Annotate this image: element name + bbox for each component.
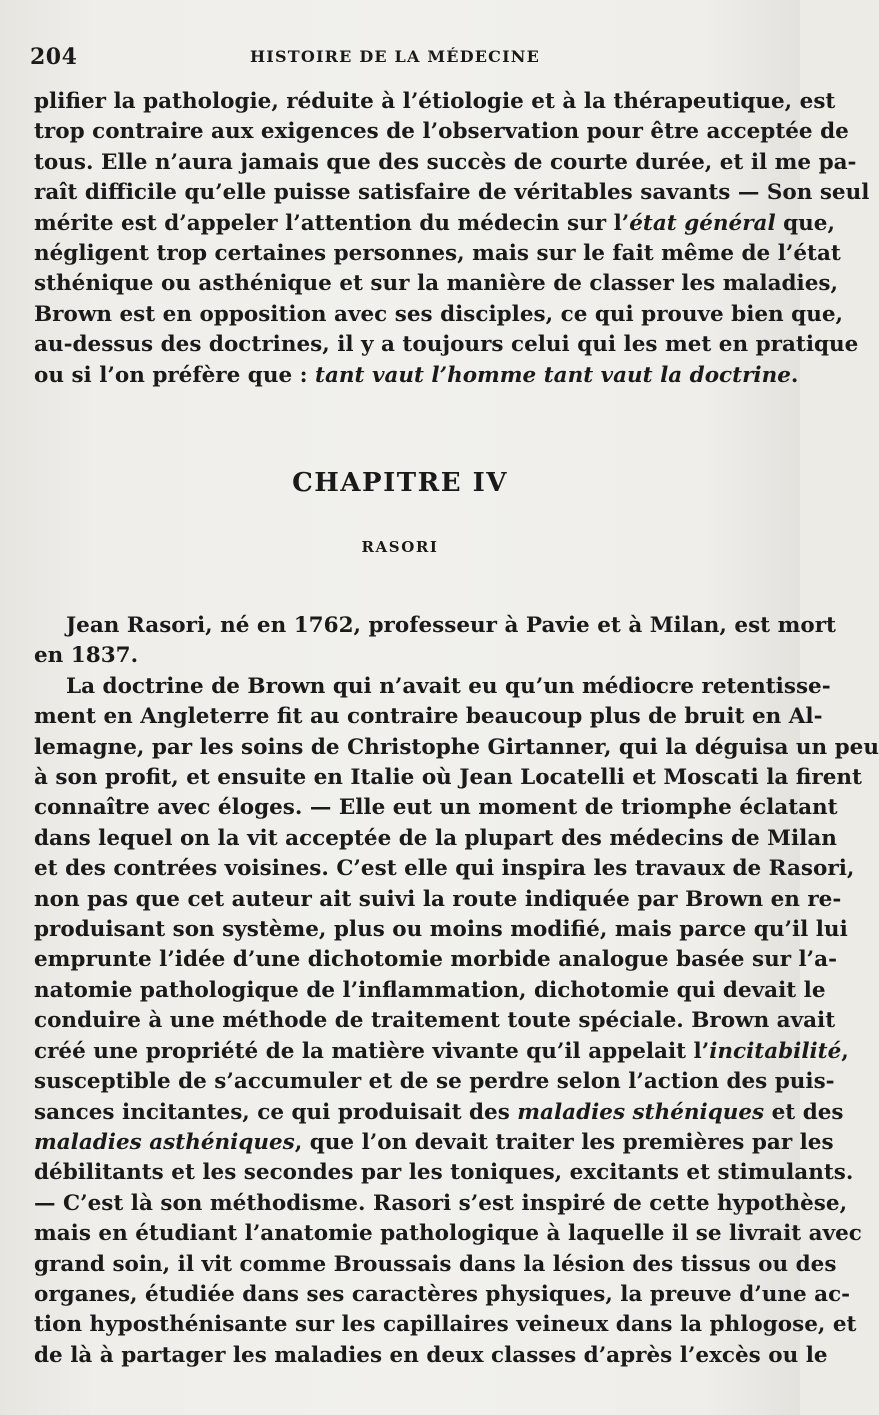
line-text: et des (764, 1099, 844, 1125)
text-line (34, 611, 836, 641)
text-line (34, 1006, 836, 1036)
text-line (34, 361, 799, 391)
line-text: La doctrine de Brown qui n’avait eu qu’un médiocre retentisse- (66, 673, 831, 699)
text-line (34, 209, 835, 239)
line-text: et des contrées voisines. C’est elle qui inspira les travaux de Rasori, (34, 856, 855, 882)
text-line (34, 793, 838, 823)
italic-text: maladies asthéniques (34, 1129, 295, 1155)
line-text: — C’est là son méthodisme. Rasori s’est inspiré de cette hypothèse, (34, 1190, 848, 1216)
line-text: sances incitantes, ce qui produisait des (34, 1099, 518, 1125)
text-line (34, 976, 826, 1006)
line-text: de là à partager les maladies en deux classes d’après l’excès ou le (34, 1342, 828, 1368)
line-text: sthénique ou asthénique et sur la manière de classer les maladies, (34, 271, 838, 297)
line-text: négligent trop certaines personnes, mais sur le fait même de l’état (34, 241, 841, 267)
text-line (34, 1310, 857, 1340)
text-line (34, 300, 843, 330)
line-text: raît difficile qu’elle puisse satisfaire de véritables savants — Son seul (34, 180, 870, 206)
line-text: dans lequel on la vit acceptée de la plupart des médecins de Milan (34, 825, 837, 851)
chapter-subtitle: RASORI (361, 538, 439, 556)
line-text: créé une propriété de la matière vivante qu’il appelait l’ (34, 1038, 710, 1064)
line-text: à son profit, et ensuite en Italie où Jean Locatelli et Moscati la firent (34, 765, 862, 791)
line-text: natomie pathologique de l’inflammation, dichotomie qui devait le (34, 977, 826, 1003)
text-line (34, 1067, 835, 1097)
line-text: organes, étudiée dans ses caractères physiques, la preuve d’une ac- (34, 1281, 851, 1307)
line-text: produisant son système, plus ou moins modifié, mais parce qu’il lui (34, 917, 848, 943)
text-line (34, 1341, 828, 1371)
text-line (34, 763, 862, 793)
text-line (34, 945, 838, 975)
text-line (34, 330, 859, 360)
text-line (34, 117, 849, 147)
line-text: Jean Rasori, né en 1762, professeur à Pavie et à Milan, est mort (66, 613, 836, 638)
italic-text: tant vaut l’homme tant vaut la doctrine (315, 362, 791, 388)
text-line (34, 915, 848, 945)
text-line (34, 269, 838, 299)
text-line (34, 178, 870, 208)
line-text: lemagne, par les soins de Christophe Girtanner, qui la déguisa un peu (34, 734, 879, 760)
text-line (34, 854, 855, 884)
line-text: ou si l’on préfère que : (34, 362, 316, 388)
line-text: Brown est en opposition avec ses disciples, ce qui prouve bien que, (34, 301, 843, 327)
italic-text: état général (629, 210, 776, 236)
text-line (34, 1250, 837, 1280)
line-text: connaître avec éloges. — Elle eut un moment de triomphe éclatant (34, 795, 838, 821)
page-header (30, 44, 760, 74)
text-line (34, 1280, 851, 1310)
text-line (34, 1189, 848, 1219)
line-text: , (841, 1038, 849, 1064)
running-title: HISTOIRE DE LA MÉDECINE (249, 47, 541, 66)
line-text: conduire à une méthode de traitement toute spéciale. Brown avait (34, 1008, 836, 1034)
text-line (34, 702, 823, 732)
text-line (34, 1219, 862, 1249)
line-text: tion hyposthénisante sur les capillaires veineux dans la phlogose, et (34, 1312, 857, 1338)
text-line (34, 885, 842, 915)
line-text: en 1837. (34, 643, 139, 669)
page-number: 204 (30, 44, 78, 70)
text-line (34, 1158, 854, 1188)
text-line (34, 672, 831, 702)
line-text: mais en étudiant l’anatomie pathologique à laquelle il se livrait avec (34, 1221, 862, 1247)
chapter-body (34, 611, 879, 1371)
text-line (34, 1037, 849, 1067)
line-text: . (790, 362, 799, 388)
text-line (34, 148, 857, 178)
chapter-title: CHAPITRE IV (292, 468, 508, 498)
intro-paragraph (34, 87, 870, 391)
line-text: plifier la pathologie, réduite à l’étiologie et à la thérapeutique, est (34, 89, 836, 114)
text-line (34, 641, 752, 671)
line-text: ment en Angleterre fit au contraire beaucoup plus de bruit en Al- (34, 704, 823, 730)
italic-text: incitabilité (709, 1038, 842, 1064)
line-text: emprunte l’idée d’une dichotomie morbide analogue basée sur l’a- (34, 947, 838, 973)
line-text: tous. Elle n’aura jamais que des succès de courte durée, et il me pa- (34, 149, 857, 175)
line-text: trop contraire aux exigences de l’observation pour être acceptée de (34, 119, 849, 145)
line-text: au-dessus des doctrines, il y a toujours celui qui les met en pratique (34, 332, 859, 358)
line-text: susceptible de s’accumuler et de se perdre selon l’action des puis- (34, 1069, 835, 1095)
line-text: , que l’on devait traiter les premières par les (294, 1129, 834, 1155)
line-text: débilitants et les secondes par les toniques, excitants et stimulants. (34, 1160, 854, 1186)
text-line (34, 733, 879, 763)
text-line (34, 1098, 844, 1128)
line-text: non pas que cet auteur ait suivi la route indiquée par Brown en re- (34, 886, 842, 912)
italic-text: maladies sthéniques (517, 1099, 765, 1125)
line-text: grand soin, il vit comme Broussais dans la lésion des tissus ou des (34, 1251, 837, 1277)
text-line (34, 87, 836, 117)
text-line (34, 824, 837, 854)
line-text: mérite est d’appeler l’attention du médecin sur l’ (34, 210, 630, 236)
text-line (34, 239, 841, 269)
line-text: que, (775, 210, 835, 236)
text-line (34, 1128, 834, 1158)
